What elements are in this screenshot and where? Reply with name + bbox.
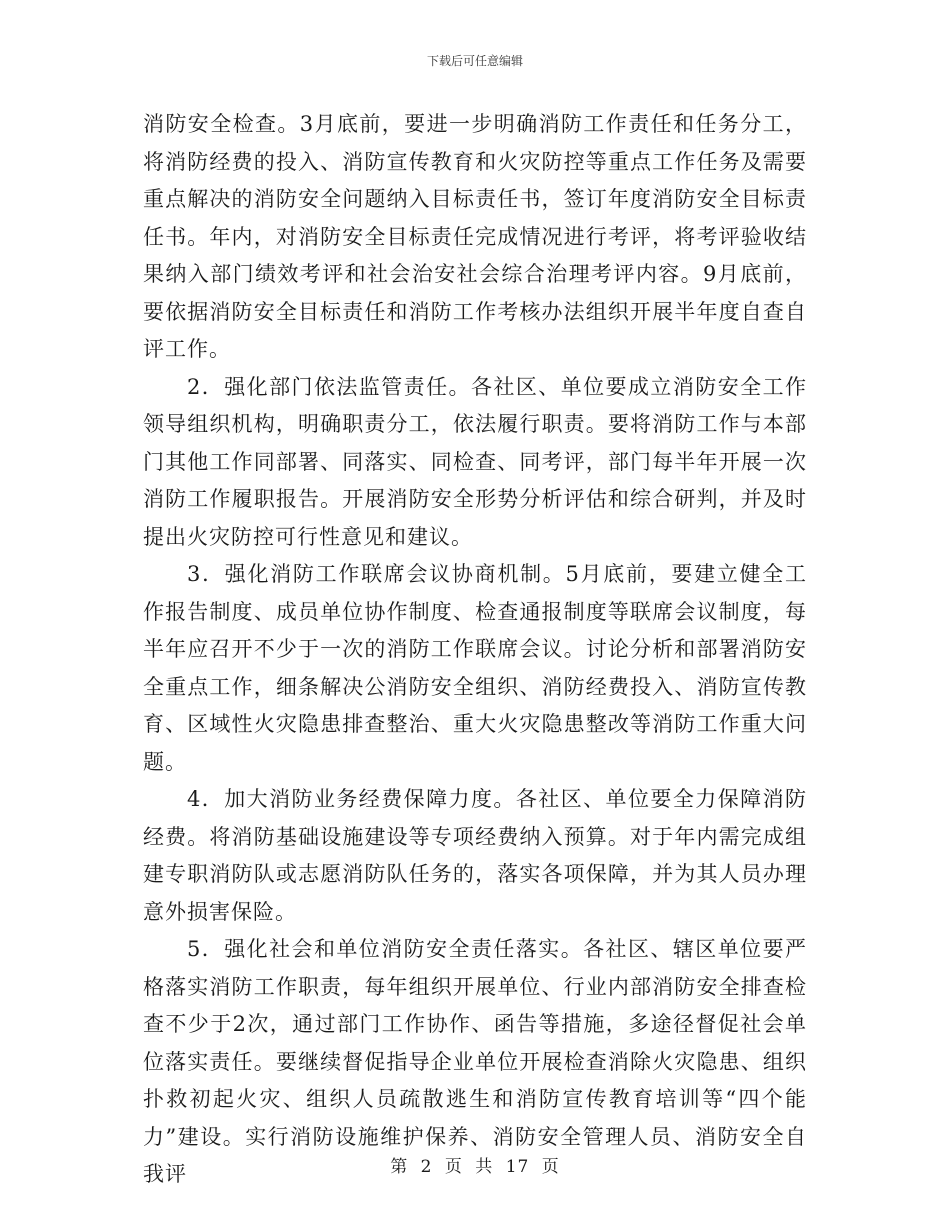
paragraph-item-3: 3．强化消防工作联席会议协商机制。5月底前，要建立健全工作报告制度、成员单位协作制度、检查通报制度等联席会议制度，每半年应召开不少于一次的消防工作联席会议。讨论分析和部署消防安全重点工作，细条解决公消防安全组织、消防经费投入、消防宣传教育、区域性火灾隐患排查整治、重大火灾隐患整改等消防工作重大问题。 [143, 562, 807, 774]
page-header: 下载后可任意编辑 [426, 54, 523, 68]
page-number-footer: 第 2 页 共 17 页 [390, 1157, 560, 1177]
paragraph-item-5: 5．强化社会和单位消防安全责任落实。各社区、辖区单位要严格落实消防工作职责，每年组织开展单位、行业内部消防安全排查检查不少于2次，通过部门工作协作、函告等措施，多途径督促社会单位落实责任。要继续督促指导企业单位开展检查消除火灾隐患、组织扑救初起火灾、组织人员疏散逃生和消防宣传教育培训等“四个能力”建设。实行消防设施维护保养、消防安全管理人员、消防安全自我评 [143, 937, 807, 1186]
document-body [143, 106, 807, 1194]
paragraph-item-4: 4．加大消防业务经费保障力度。各社区、单位要全力保障消防经费。将消防基础设施建设等专项经费纳入预算。对于年内需完成组建专职消防队或志愿消防队任务的，落实各项保障，并为其人员办理意外损害保险。 [143, 787, 807, 924]
paragraph-item-2: 2．强化部门依法监管责任。各社区、单位要成立消防安全工作领导组织机构，明确职责分工，依法履行职责。要将消防工作与本部门其他工作同部署、同落实、同检查、同考评，部门每半年开展一次消防工作履职报告。开展消防安全形势分析评估和综合研判，并及时提出火灾防控可行性意见和建议。 [143, 374, 807, 549]
paragraph-continuation: 消防安全检查。3月底前，要进一步明确消防工作责任和任务分工，将消防经费的投入、消防宣传教育和火灾防控等重点工作任务及需要重点解决的消防安全问题纳入目标责任书，签订年度消防安全目标责任书。年内，对消防安全目标责任完成情况进行考评，将考评验收结果纳入部门绩效考评和社会治安社会综合治理考评内容。9月底前，要依据消防安全目标责任和消防工作考核办法组织开展半年度自查自评工作。 [143, 112, 807, 361]
